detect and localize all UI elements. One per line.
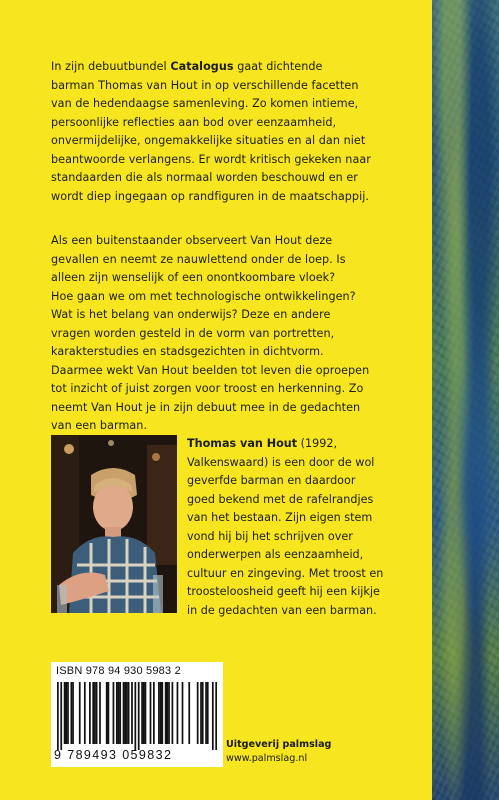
author-bio-text: (1992, Valkenswaard) is een door de wol geverfde barman en daardoor goed bekend met de rafelrandjes van het bestaan. Zijn eigen stem vond hij bij het schrijven over onderwerpen als eenzaamheid, cultuur en zingeving. Met troost en troosteloosheid geeft hij een kijkje in de gedachten van een barman. (187, 437, 384, 617)
barcode-bar (141, 682, 143, 744)
barcode-bar (212, 682, 214, 750)
barcode-bar (124, 682, 126, 744)
barcode-bar (84, 682, 86, 744)
author-photo (51, 435, 177, 613)
barcode (51, 662, 223, 767)
barcode-bar (134, 682, 136, 750)
barcode-bar (131, 682, 133, 744)
barcode-bar (128, 682, 130, 744)
barcode-bar (96, 682, 98, 744)
barcode-bar (79, 682, 81, 744)
barcode-bar (65, 682, 67, 744)
isbn-label: ISBN 978 94 930 5983 2 (56, 665, 181, 677)
barcode-bar (99, 682, 101, 744)
barcode-bar (143, 682, 145, 744)
ean-digits: 9 789493 059832 (54, 748, 173, 762)
barcode-bar (72, 682, 74, 744)
barcode-bar (205, 682, 207, 744)
barcode-bar (89, 682, 91, 744)
barcode-bar (64, 682, 66, 744)
publisher-name: Uitgeverij palmslag (226, 739, 332, 750)
blurb-paragraph-1: In zijn debuutbundel Catalogus gaat dichtende barman Thomas van Hout in op verschillende facetten van de hedendaagse samenleving. Zo komen intieme, persoonlijke reflecties aan bod over eenzaamheid, onvermijdelijke, ongemakkelijke situaties en al dan niet beantwoorde verlangens. Er wordt kritisch gekeken naar standaarden die als normaal worden beschouwd en er wordt diep ingegaan op randfiguren in de maatschappij. (51, 60, 371, 203)
barcode-bar (165, 682, 167, 744)
barcode-bar (108, 682, 110, 744)
barcode-bar (168, 682, 170, 744)
barcode-bar (118, 682, 120, 744)
barcode-bar (67, 682, 69, 744)
barcode-bar (145, 682, 147, 744)
barcode-bar (150, 682, 152, 744)
author-bio (187, 435, 422, 620)
barcode-bar (172, 682, 174, 744)
barcode-bar (94, 682, 96, 744)
barcode-bar (116, 682, 118, 744)
barcode-bar (60, 682, 62, 750)
barcode-bar (106, 682, 108, 744)
barcode-bar (166, 682, 168, 744)
barcode-bars (57, 682, 217, 750)
author-name: Thomas van Hout (187, 437, 298, 450)
barcode-bar (123, 682, 125, 744)
barcode-bar (177, 682, 179, 744)
blurb-paragraph-2: Als een buitenstaander observeert Van Hout deze gevallen en neemt ze nauwlettend onder de loep. Is alleen zijn wenselijk of een onontkoombare vloek? Hoe gaan we om met technologische ontwikkelingen? Wat is het belang van onderwijs? Deze en andere vragen worden gesteld in de vorm van portretten, karakterstudies en stadsgezichten in dichtvorm. Daarmee wekt Van Hout beelden tot leven die oproepen tot inzicht of juist zorgen voor troost en herkenning. Zo neemt Van Hout je in zijn debuut mee in de gedachten van een barman. (51, 234, 370, 432)
barcode-bar (138, 682, 140, 750)
barcode-bar (158, 682, 160, 744)
author-portrait-image (51, 435, 177, 613)
barcode-bar (126, 682, 128, 744)
painted-spine-edge (432, 0, 499, 800)
barcode-bar (160, 682, 162, 744)
barcode-bar (215, 682, 217, 750)
barcode-bar (92, 682, 94, 744)
barcode-bar (188, 682, 190, 744)
barcode-bar (202, 682, 204, 744)
barcode-bar (119, 682, 121, 744)
publisher-website[interactable]: www.palmslag.nl (226, 753, 308, 764)
barcode-bar (200, 682, 202, 744)
barcode-bar (207, 682, 209, 744)
barcode-bar (57, 682, 59, 750)
barcode-bar (153, 682, 155, 744)
barcode-bar (197, 682, 199, 744)
barcode-bar (113, 682, 115, 744)
barcode-bar (70, 682, 72, 744)
barcode-bar (161, 682, 163, 744)
barcode-bar (182, 682, 184, 744)
